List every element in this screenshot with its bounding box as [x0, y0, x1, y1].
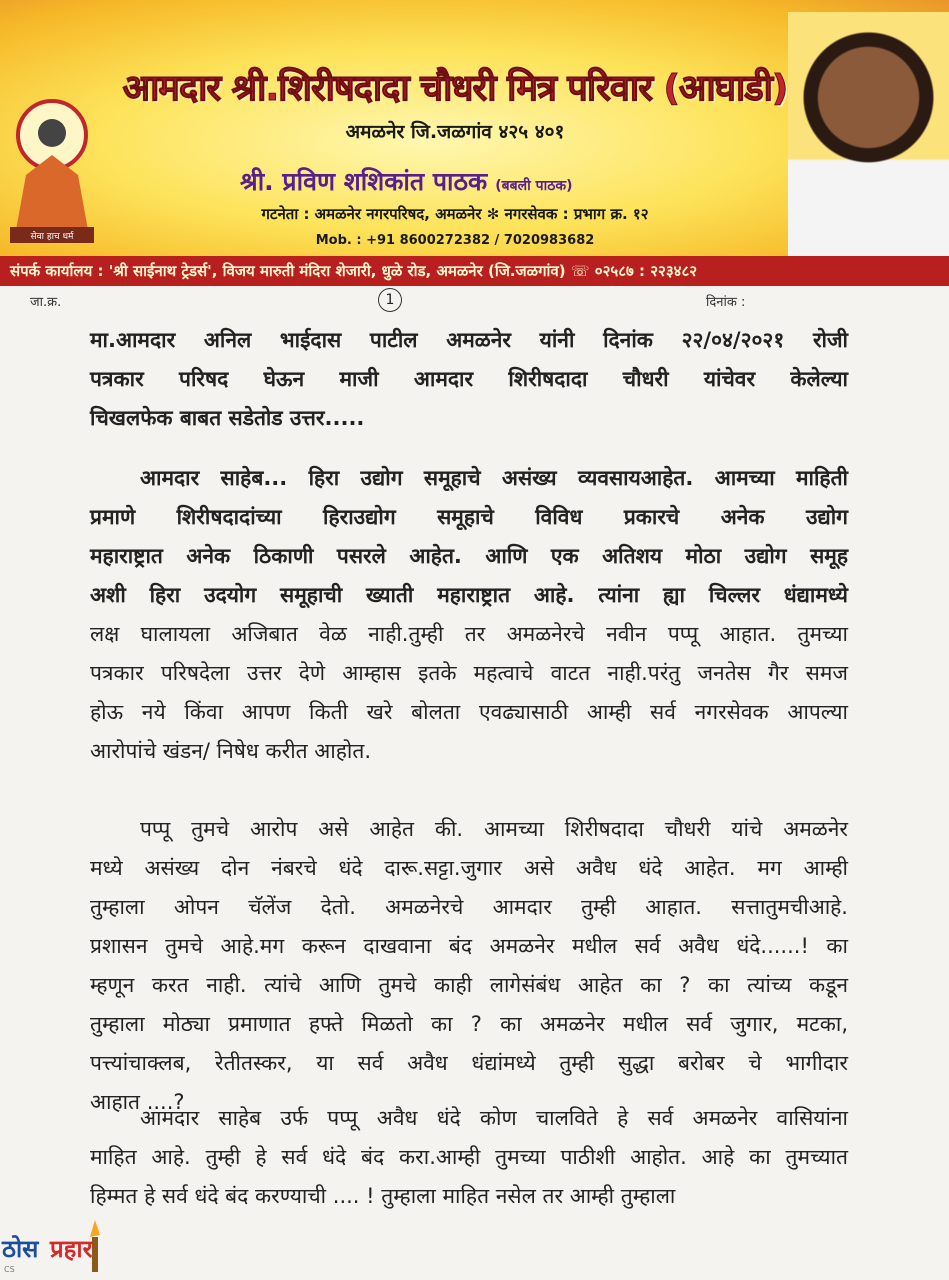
paragraph-line: आमदार साहेब उर्फ पप्पू अवैध धंदे कोण चालविते हे सर्व अमळनेर वासियांना — [140, 1106, 848, 1130]
heading-line: मा.आमदार अनिल भाईदास पाटील अमळनेर यांनी दिनांक २२/०४/२०२१ रोजी — [90, 328, 848, 352]
paragraph-line: प्रमाणे शिरीषदादांच्या हिराउद्योग समूहाचे विविध प्रकारचे अनेक उद्योग — [90, 505, 848, 529]
paragraph-line: आरोपांचे खंडन/ निषेध करीत आहोत. — [90, 739, 372, 763]
mobile-numbers: Mob. : +91 8600272382 / 7020983682 — [315, 233, 595, 248]
date-label: दिनांक : — [706, 295, 746, 310]
paragraph-line: आमदार साहेब... हिरा उद्योग समूहाचे असंख्य व्यवसायआहेत. आमच्या माहिती — [140, 466, 848, 490]
paragraph-line: हिम्मत हे सर्व धंदे बंद करण्याची .... ! तुम्हाला माहित नसेल तर आम्ही तुम्हाला — [90, 1184, 676, 1208]
paragraph-line: महाराष्ट्रात अनेक ठिकाणी पसरले आहेत. आणि एक अतिशय मोठा उद्योग समूह — [90, 544, 848, 568]
heading-line: पत्रकार परिषद घेऊन माजी आमदार शिरीषदादा चौधरी यांचेवर केलेल्या — [90, 367, 848, 391]
paragraph-line: लक्ष घालायला अजिबात वेळ नाही.तुम्ही तर अमळनेरचे नवीन पप्पू आहात. तुमच्या — [90, 622, 848, 646]
paragraph-line: होऊ नये किंवा आपण किती खरे बोलता एवढ्यासाठी आम्ही सर्व नगरसेवक आपल्या — [90, 700, 848, 724]
paragraph-line: माहित आहे. तुम्ही हे सर्व धंदे बंद करा.आम्ही तुमच्या पाठीशी आहोत. आहे का तुमच्यात — [90, 1145, 848, 1169]
paragraph-line: तुम्हाला ओपन चॅलेंज देतो. अमळनेरचे आमदार तुम्ही आहात. सत्तातुमचीआहे. — [90, 895, 848, 919]
letterhead-header — [0, 0, 949, 256]
paragraph-line: तुम्हाला मोठ्या प्रमाणात हफ्ते मिळतो का ? का अमळनेर मधील सर्व जुगार, मटका, — [90, 1012, 848, 1036]
thos-prahar-watermark-logo — [0, 1215, 140, 1275]
member-nickname: (बबली पाठक) — [495, 178, 573, 194]
paragraph-line: मध्ये असंख्य दोन नंबरचे धंदे दारू.सट्टा.जुगार असे अवैध धंदे आहेत. मग आम्ही — [90, 856, 848, 880]
portrait-photo — [788, 12, 949, 256]
paragraph-line: प्रशासन तुमचे आहे.मग करून दाखवाना बंद अमळनेर मधील सर्व अवैध धंदे......! का — [90, 934, 848, 958]
paragraph-line: पत्रकार परिषदेला उत्तर देणे आम्हास इतके महत्वाचे वाटत नाही.परंतु जनतेस गैर समज — [90, 661, 848, 685]
heading-line: चिखलफेक बाबत सडेतोड उत्तर..... — [90, 406, 365, 430]
office-address-band: संपर्क कार्यालय : 'श्री साईनाथ ट्रेडर्स', विजय मारुती मंदिरा शेजारी, धुळे रोड, अमळनेर (जि.जळगांव) ☏ ०२५८७ : २२३४८२ — [0, 256, 949, 286]
member-name — [240, 164, 573, 198]
letterhead-title: आमदार श्री.शिरीषदादा चौधरी मित्र परिवार (आघाडी) — [122, 68, 788, 109]
paragraph-line: आहात ....? — [90, 1090, 185, 1114]
letterhead-address: अमळनेर जि.जळगांव ४२५ ४०१ — [345, 121, 565, 143]
paragraph-line: पत्त्यांचाक्लब, रेतीतस्कर, या सर्व अवैध धंद्यांमध्ये तुम्ही सुद्धा बरोबर चे भागीदार — [90, 1051, 848, 1075]
page-number: 1 — [378, 288, 402, 312]
svg-text:सेवा हाच धर्म: सेवा हाच धर्म — [30, 232, 74, 242]
member-name-text: श्री. प्रविण शशिकांत पाठक — [240, 167, 488, 196]
paragraph-line: पप्पू तुमचे आरोप असे आहेत की. आमच्या शिरीषदादा चौधरी यांचे अमळनेर — [140, 817, 848, 841]
svg-text:प्रहार: प्रहार — [50, 1235, 93, 1263]
reference-label: जा.क्र. — [30, 295, 62, 310]
svg-text:CS: CS — [4, 1265, 15, 1274]
svg-text:ठोस: ठोस — [2, 1235, 39, 1263]
temple-logo — [6, 95, 98, 245]
paragraph-line: अशी हिरा उदयोग समूहाची ख्याती महाराष्ट्रात आहे. त्यांना ह्या चिल्लर धंद्यामध्ये — [90, 583, 848, 607]
member-role: गटनेता : अमळनेर नगरपरिषद, अमळनेर ✻ नगरसेवक : प्रभाग क्र. १२ — [261, 205, 649, 223]
paragraph-line: म्हणून करत नाही. त्यांचे आणि तुमचे काही लागेसंबंध आहेत का ? का त्यांच्य कडून — [90, 973, 848, 997]
